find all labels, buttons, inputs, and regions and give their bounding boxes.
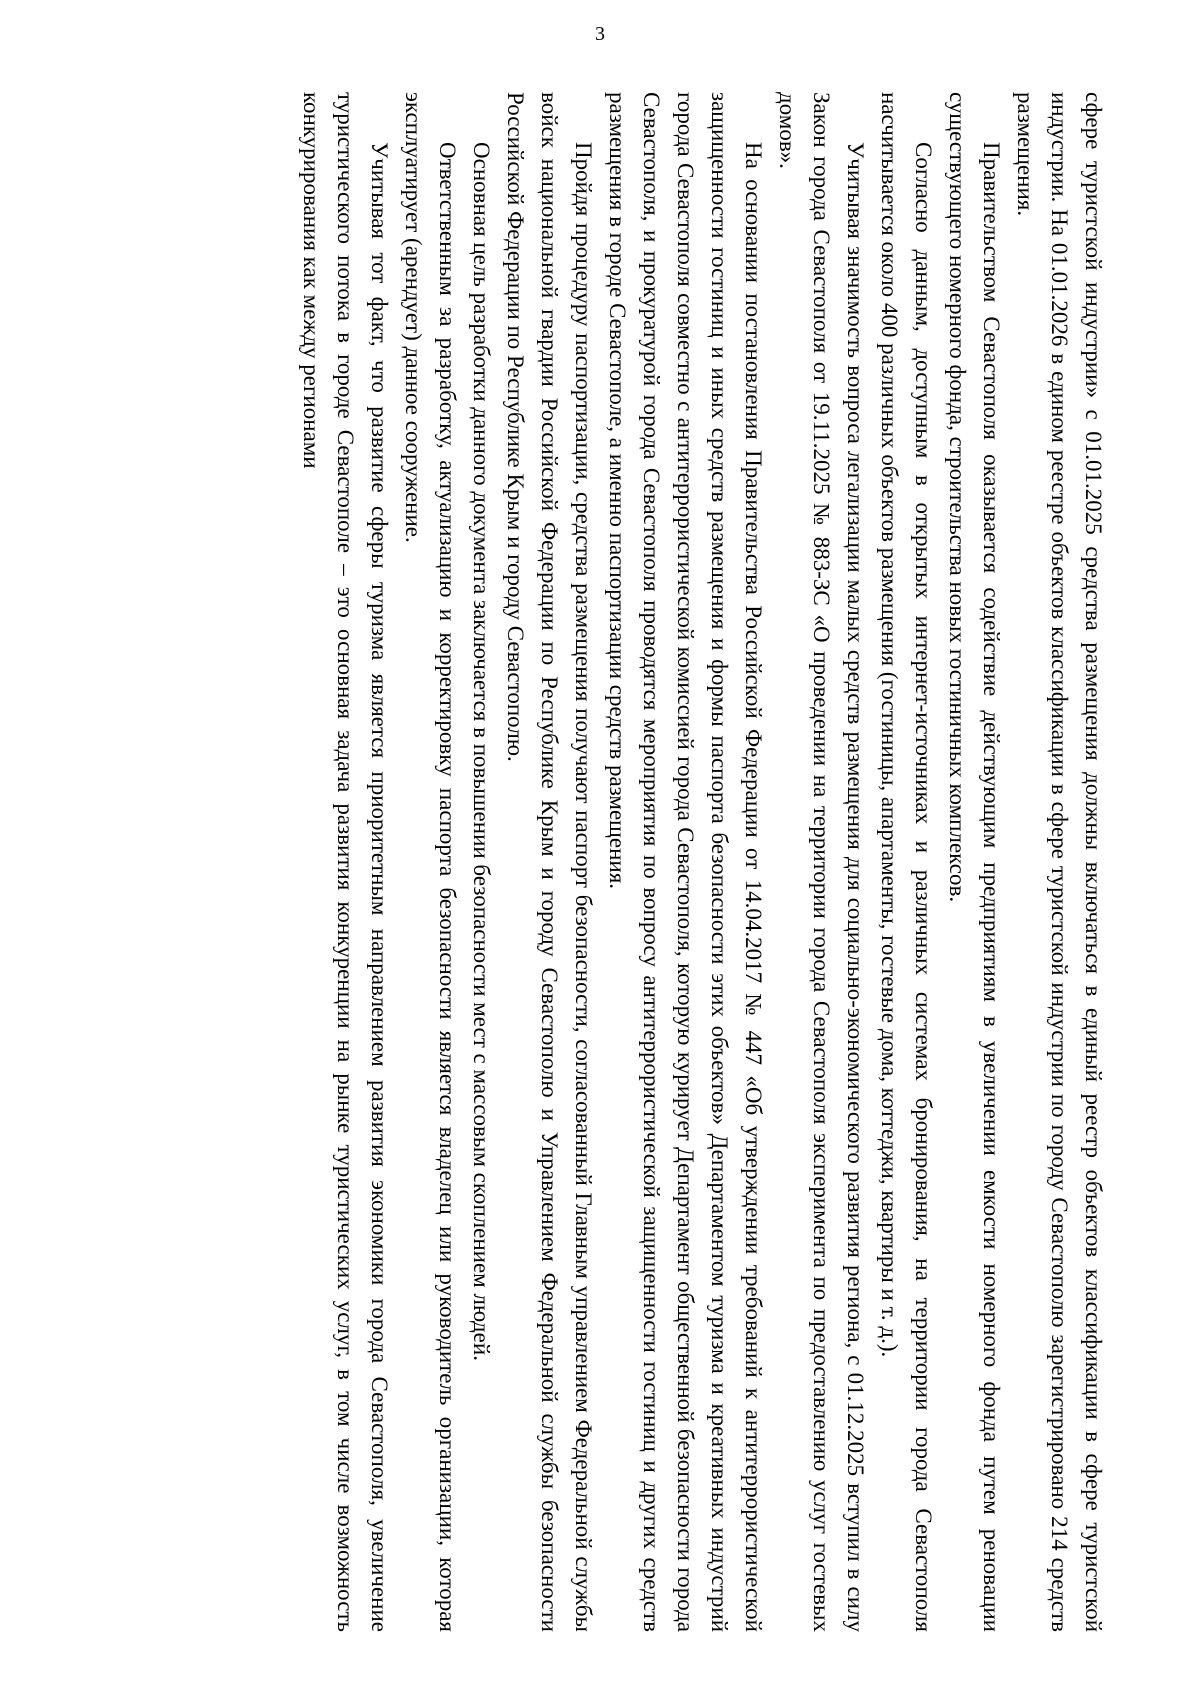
paragraph: Основная цель разработки данного документа заключается в повышении безопасности мест с массовым скоплением людей. [469,142,494,1361]
page-number: 3 [595,23,605,45]
paragraph: Учитывая тот факт, что развитие сферы туризма является приоритетным направлением развития экономики города Севастополя, увеличение туристического потока в городе Севастополе – это основная задача развития конкуренции на рынке туристических услуг, в том числе возможность конкурирования как между регионами [299,92,392,1632]
paragraph: сфере туристской индустрии» с 01.01.2025 средства размещения должны включаться в единый реестр объектов классификации в сфере туристской индустрии. На 01.01.2026 в едином реестре объектов классификации в сфере туристской индустрии по городу Севастополю зарегистрировано 214 средств размещения. [1013,92,1106,1632]
paragraph: Учитывая значимость вопроса легализации малых средств размещения для социально-экономического развития региона, с 01.12.2025 вступил в силу Закон города Севастополя от 19.11.2025 № 883-ЗС «О проведении на территории города Севастополя эксперимента по предоставлению услуг гостевых домов». [775,92,868,1632]
paragraph: Согласно данным, доступным в открытых интернет-источниках и различных системах бронирования, на территории города Севастополя насчитывается около 400 различных объектов размещения (гостиницы, апартаменты, гостевые дома, коттеджи, квартиры и т. д.). [877,92,936,1632]
paragraph: Правительством Севастополя оказывается содействие действующим предприятиям в увеличении емкости номерного фонда путем реновации существующего номерного фонда, строительства новых гостиничных комплексов. [945,92,1004,1632]
document-body [180,92,1110,1632]
paragraph: Ответственным за разработку, актуализацию и корректировку паспорта безопасности является владелец или руководитель организации, которая эксплуатирует (арендует) данное сооружение. [401,92,460,1632]
paragraph: Пройдя процедуру паспортизации, средства размещения получают паспорт безопасности, согласованный Главным управлением Федеральной службы войск национальной гвардии Российской Федерации по Республике Крым и городу Севастополю и Управлением Федеральной службы безопасности Российской Федерации по Республике Крым и городу Севастополю. [503,92,596,1632]
paragraph: На основании постановления Правительства Российской Федерации от 14.04.2017 № 447 «Об утверждении требований к антитеррористической защищенности гостиниц и иных средств размещения и формы паспорта безопасности этих объектов» Департаментом туризма и креативных индустрий города Севастополя совместно с антитеррористической комиссией города Севастополя, которую курирует Департамент общественной безопасности города Севастополя, и прокуратурой города Севастополя проводятся мероприятия по вопросу антитеррористической защищенности гостиниц и других средств размещения в городе Севастополе, а именно паспортизации средств размещения. [605,92,766,1632]
